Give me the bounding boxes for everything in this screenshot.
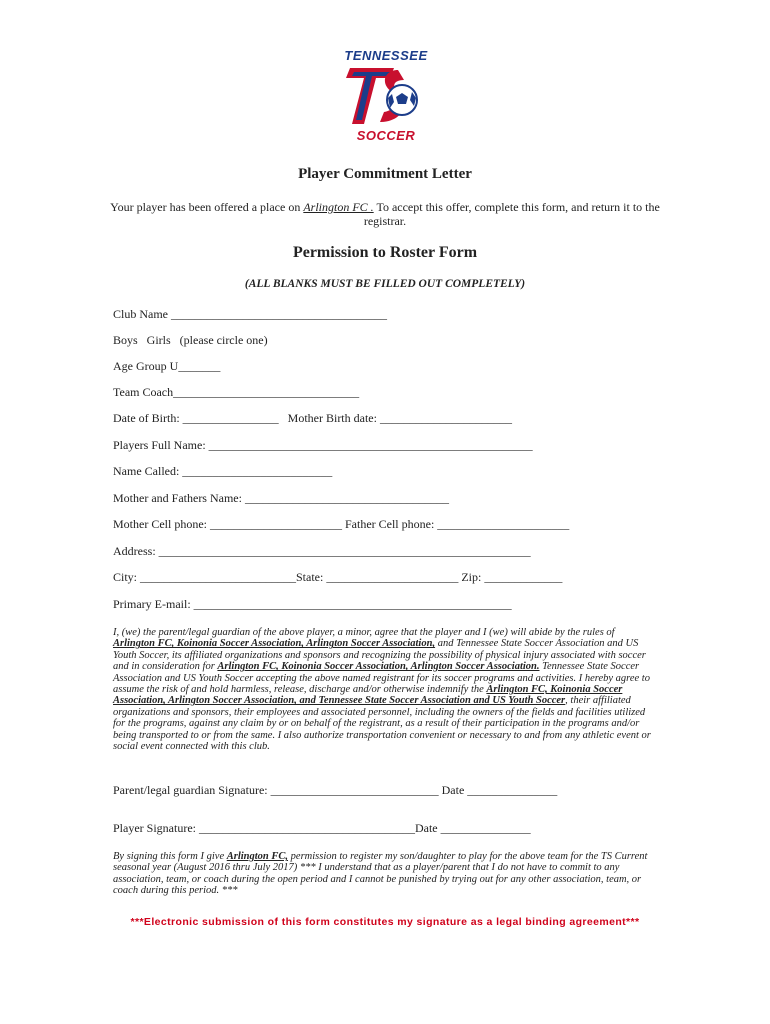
form-title: Permission to Roster Form (292, 244, 478, 261)
name-called-field[interactable]: Name Called: _________________________ (113, 464, 333, 478)
waiver-part-3: Tennessee State Soccer Association and US Youth Soccer accepting the above named registrant for its soccer programs and activities. I hereby agree to assume the risk of and hold harmless, release, discharge and/or otherwise indemnify the (113, 661, 650, 696)
waiver-part-1: I, (we) the parent/legal guardian of the above player, a minor, agree that the player and I (we) will abide by the rules of (113, 627, 615, 638)
address-field[interactable]: Address: ______________________________________________________________ (113, 544, 531, 558)
intro-before: Your player has been offered a place on (110, 200, 304, 214)
consent-part-2: permission to register my son/daughter to play for the above team for the TS Current seasonal year (August 2016 thru July 2017) *** I understand that as a player/parent that I do not have to commit to any association, team, or coach during the open period and I cannot be punished by trying out for any other association, team, or coach during this period. *** (113, 851, 648, 897)
parents-name-field[interactable]: Mother and Fathers Name: __________________________________ (113, 491, 449, 505)
waiver-bold-1: Arlington FC, Koinonia Soccer Association, Arlington Soccer Association, (113, 638, 436, 650)
email-field[interactable]: Primary E-mail: _____________________________________________________ (113, 597, 512, 611)
electronic-submission-notice: ***Electronic submission of this form constitutes my signature as a legal binding agreement*** (130, 916, 640, 928)
intro-club: Arlington FC . (303, 200, 374, 214)
consent-part-1: By signing this form I give (113, 851, 227, 862)
guardian-signature-field[interactable]: Parent/legal guardian Signature: ____________________________ Date _______________ (113, 783, 558, 797)
consent-paragraph (113, 851, 661, 897)
dob-field[interactable]: Date of Birth: ________________ Mother Birth date: ______________________ (113, 411, 512, 425)
waiver-bold-3: Arlington FC, Koinonia Soccer Association, Arlington Soccer Association, and Tennessee State Soccer Association and US Youth Soccer (113, 684, 623, 707)
logo-top-text: TENNESSEE (344, 48, 428, 63)
age-group-field[interactable]: Age Group U_______ (113, 359, 221, 373)
club-name-field[interactable]: Club Name ____________________________________ (113, 307, 387, 321)
waiver-paragraph (113, 627, 658, 752)
page-title: Player Commitment Letter (298, 166, 472, 182)
city-state-zip-field[interactable]: City: __________________________State: ______________________ Zip: _____________ (113, 570, 563, 584)
player-signature-field[interactable]: Player Signature: ____________________________________Date _______________ (113, 821, 531, 835)
consent-club: Arlington FC, (226, 851, 289, 862)
full-name-field[interactable]: Players Full Name: ______________________________________________________ (113, 438, 533, 452)
waiver-part-2: and Tennessee State Soccer Association and US Youth Soccer, its affiliated organizations and sponsors and recognizing the possibility of physical injury associated with soccer and in consideration for (113, 638, 646, 673)
instruction: (ALL BLANKS MUST BE FILLED OUT COMPLETELY) (244, 278, 526, 290)
waiver-bold-2: Arlington FC, Koinonia Soccer Association, Arlington Soccer Association. (217, 661, 540, 673)
cell-phone-field[interactable]: Mother Cell phone: ______________________ Father Cell phone: ______________________ (113, 517, 570, 531)
logo-bottom-text: SOCCER (356, 128, 416, 143)
intro-text (110, 200, 660, 228)
team-coach-field[interactable]: Team Coach_______________________________ (113, 385, 360, 399)
intro-after: To accept this offer, complete this form, and return it to the registrar. (363, 200, 660, 228)
waiver-part-4: , their affiliated organizations and sponsors, their employees and associated personnel, including the owners of the fields and facilities utilized for the programs, against any claim by or on behalf of the registrant, as a result of their participation in the programs and/or being transported to or from the same. I also authorize transportation convenient or necessary to and from any athletic event or social event connected with this club. (113, 695, 651, 753)
gender-field[interactable]: Boys Girls (please circle one) (113, 333, 268, 347)
